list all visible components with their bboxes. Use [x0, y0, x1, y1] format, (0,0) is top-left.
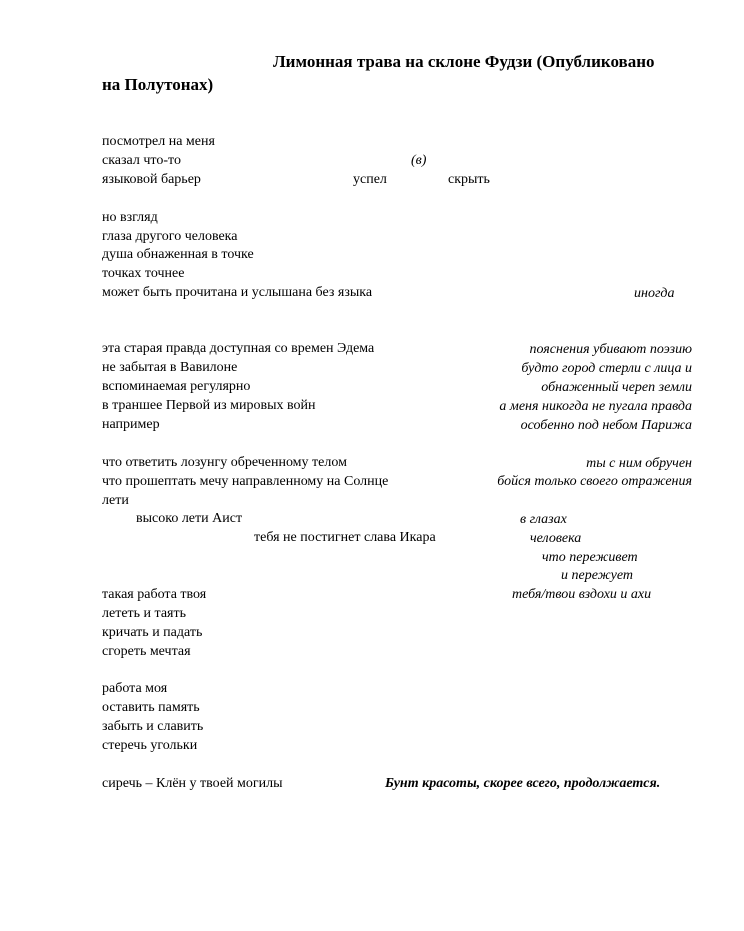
- poem-line: что ответить лозунгу обреченному телом: [102, 455, 347, 470]
- poem-title-line-1: Лимонная трава на склоне Фудзи (Опубликовано: [273, 52, 655, 71]
- poem-line: забыть и славить: [102, 719, 204, 734]
- poem-aside-v: (в): [411, 153, 427, 168]
- poem-line: душа обнаженная в точке: [102, 247, 254, 262]
- poem-aside: особенно под небом Парижа: [520, 418, 692, 433]
- poem-line: посмотрел на меня: [102, 134, 215, 149]
- poem-aside: человека: [530, 531, 582, 546]
- poem-aside: будто город стерли с лица и: [521, 361, 692, 376]
- poem-line: кричать и падать: [102, 625, 203, 640]
- poem-line: может быть прочитана и услышана без языка: [102, 285, 373, 300]
- poem-line: не забытая в Вавилоне: [102, 360, 238, 375]
- poem-aside: бойся только своего отражения: [497, 474, 692, 489]
- poem-line: языковой барьер: [102, 172, 201, 187]
- poem-line: например: [102, 417, 160, 432]
- poem-line: сказал что-то: [102, 153, 181, 168]
- poem-aside-uspel: успел: [353, 172, 387, 187]
- poem-aside: ты с ним обручен: [586, 456, 692, 471]
- poem-line: глаза другого человека: [102, 229, 238, 244]
- poem-aside: а меня никогда не пугала правда: [499, 399, 692, 414]
- poem-line: лети: [102, 493, 129, 508]
- poem-line: эта старая правда доступная со времен Эдема: [102, 341, 375, 356]
- poem-line: что прошептать мечу направленному на Солнце: [102, 474, 389, 489]
- poem-title-line-2: на Полутонах): [102, 75, 214, 94]
- poem-line: сгореть мечтая: [102, 644, 191, 659]
- poem-line: в траншее Первой из мировых войн: [102, 398, 316, 413]
- poem-aside: пояснения убивают поэзию: [529, 342, 692, 357]
- poem-aside: в глазах: [520, 512, 567, 527]
- poem-line: точках точнее: [102, 266, 185, 281]
- poem-line: лететь и таять: [102, 606, 186, 621]
- poem-closing-line: Бунт красоты, скорее всего, продолжается.: [385, 776, 661, 791]
- poem-line: стеречь угольки: [102, 738, 198, 753]
- poem-line: но взгляд: [102, 210, 158, 225]
- poem-aside-skryt: скрыть: [448, 172, 490, 187]
- poem-line: работа моя: [102, 681, 168, 696]
- poem-aside: иногда: [634, 286, 675, 301]
- poem-line: высоко лети Аист: [136, 511, 243, 526]
- poem-aside: и пережует: [561, 568, 633, 583]
- poem-aside: что переживет: [542, 550, 638, 565]
- poem-line: тебя не постигнет слава Икара: [254, 530, 436, 545]
- poem-aside: тебя/твои вздохи и ахи: [512, 587, 652, 602]
- poem-aside: обнаженный череп земли: [541, 380, 692, 395]
- poem-line: сиречь – Клён у твоей могилы: [102, 776, 283, 791]
- poem-line: оставить память: [102, 700, 200, 715]
- poem-line: такая работа твоя: [102, 587, 207, 602]
- poem-line: вспоминаемая регулярно: [102, 379, 251, 394]
